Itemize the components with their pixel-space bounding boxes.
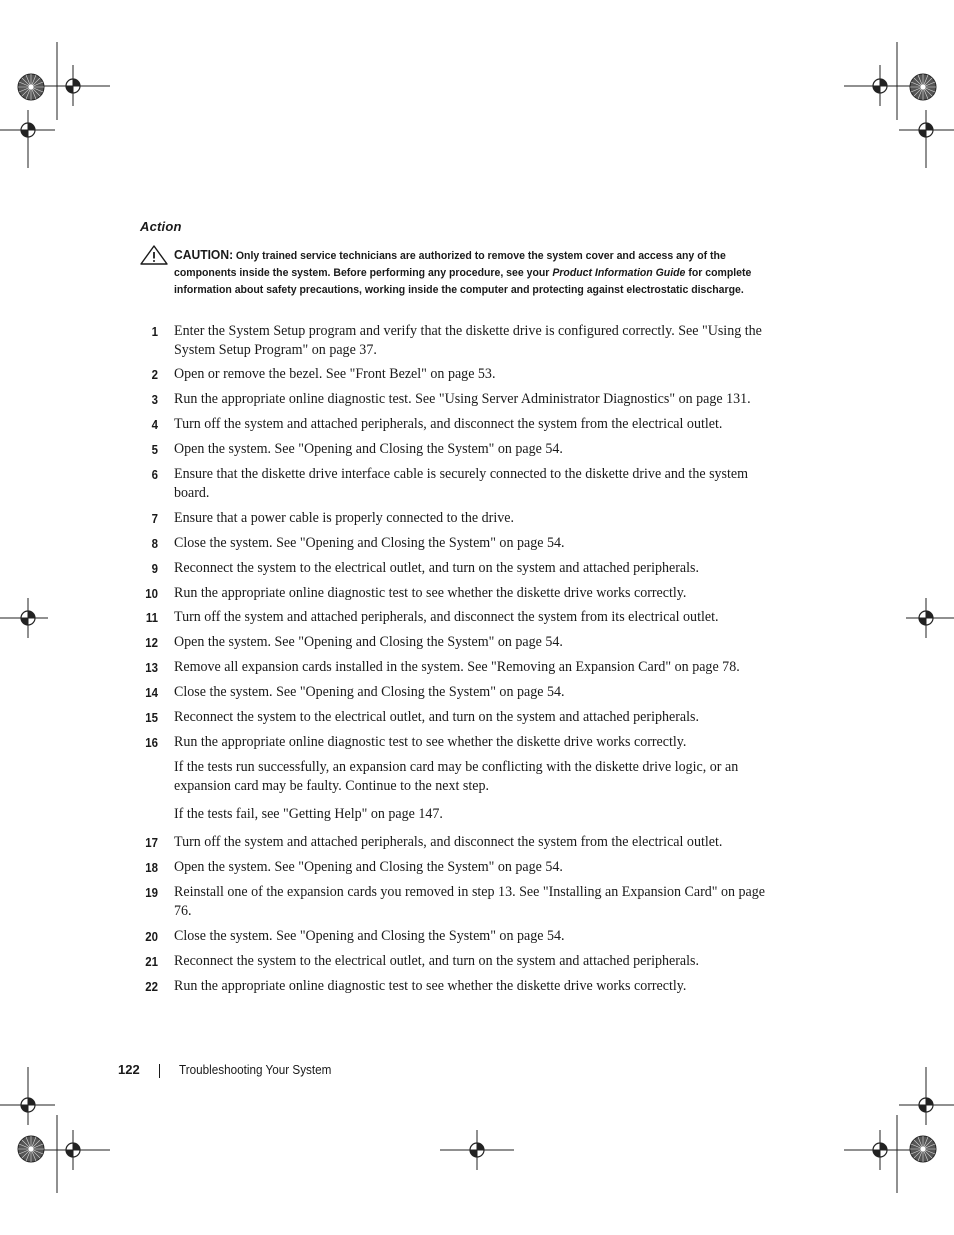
footer-chapter-title: Troubleshooting Your System (179, 1062, 332, 1077)
step-note: If the tests fail, see "Getting Help" on page 147. (174, 806, 443, 822)
step-text: Open the system. See "Opening and Closing the System" on page 54. (174, 634, 563, 650)
step-number: 18 (145, 860, 158, 875)
step-text: Open the system. See "Opening and Closing the System" on page 54. (174, 441, 563, 457)
step-text: Open or remove the bezel. See "Front Bezel" on page 53. (174, 366, 496, 382)
step-number: 4 (151, 417, 158, 432)
step-text: Close the system. See "Opening and Closing the System" on page 54. (174, 684, 565, 700)
step-note: If the tests run successfully, an expansion card may be conflicting with the diskette drive logic, or an expansion card may be faulty. Continue to the next step. (174, 759, 739, 794)
step-text: Run the appropriate online diagnostic test. See "Using Server Administrator Diagnostics" on page 131. (174, 391, 751, 407)
caution-guide-title: Product Information Guide (552, 267, 686, 280)
step-number: 3 (151, 392, 158, 407)
section-heading: Action (140, 219, 182, 234)
step-text: Run the appropriate online diagnostic test to see whether the diskette drive works correctly. (174, 978, 687, 994)
step-text: Remove all expansion cards installed in the system. See "Removing an Expansion Card" on page 78. (174, 659, 740, 675)
step-text: Close the system. See "Opening and Closing the System" on page 54. (174, 928, 565, 944)
step-number: 11 (145, 610, 158, 625)
step-text: Ensure that the diskette drive interface cable is securely connected to the diskette drive and the system board. (174, 466, 749, 501)
step-number: 17 (145, 835, 158, 850)
step-number: 1 (151, 324, 158, 339)
caution-notice (174, 246, 771, 300)
step-text: Turn off the system and attached peripherals, and disconnect the system from the electrical outlet. (174, 834, 723, 850)
step-number: 8 (151, 536, 158, 551)
step-number: 5 (151, 442, 158, 457)
step-number: 16 (145, 735, 158, 750)
step-number: 19 (145, 885, 158, 900)
footer-divider (159, 1064, 160, 1078)
step-number: 21 (145, 954, 158, 969)
caution-label: CAUTION: (174, 247, 234, 262)
step-text: Reconnect the system to the electrical outlet, and turn on the system and attached peripherals. (174, 560, 699, 576)
step-text: Open the system. See "Opening and Closing the System" on page 54. (174, 859, 563, 875)
step-number: 13 (145, 660, 158, 675)
step-number: 20 (145, 929, 158, 944)
caution-icon (139, 244, 169, 266)
step-text: Turn off the system and attached peripherals, and disconnect the system from its electrical outlet. (174, 609, 719, 625)
step-number: 6 (151, 467, 158, 482)
step-text: Run the appropriate online diagnostic test to see whether the diskette drive works correctly. (174, 734, 687, 750)
step-number: 15 (145, 710, 158, 725)
step-text: Ensure that a power cable is properly connected to the drive. (174, 510, 514, 526)
step-text: Reconnect the system to the electrical outlet, and turn on the system and attached peripherals. (174, 709, 699, 725)
step-number: 10 (145, 586, 158, 601)
step-text: Enter the System Setup program and verify that the diskette drive is configured correctly. See "Using the System Setup Program" on page 37. (174, 323, 762, 358)
step-text: Close the system. See "Opening and Closing the System" on page 54. (174, 535, 565, 551)
caution-text: Only trained service technicians are authorized to remove the system cover and access any of the components inside the system. Before performing any procedure, see your (174, 250, 726, 280)
step-text: Turn off the system and attached peripherals, and disconnect the system from the electrical outlet. (174, 416, 723, 432)
page-number: 122 (118, 1062, 140, 1077)
step-text: Reinstall one of the expansion cards you removed in step 13. See "Installing an Expansion Card" on page 76. (174, 884, 766, 919)
step-number: 7 (151, 511, 158, 526)
step-number: 2 (151, 367, 158, 382)
step-text: Reconnect the system to the electrical outlet, and turn on the system and attached peripherals. (174, 953, 699, 969)
step-text: Run the appropriate online diagnostic test to see whether the diskette drive works correctly. (174, 585, 687, 601)
step-number: 12 (145, 635, 158, 650)
step-number: 9 (151, 561, 158, 576)
step-number: 22 (145, 979, 158, 994)
caution-text-cont: for complete information about safety precautions, working inside the computer and protecting against electrostatic discharge. (174, 267, 752, 297)
step-number: 14 (145, 685, 158, 700)
